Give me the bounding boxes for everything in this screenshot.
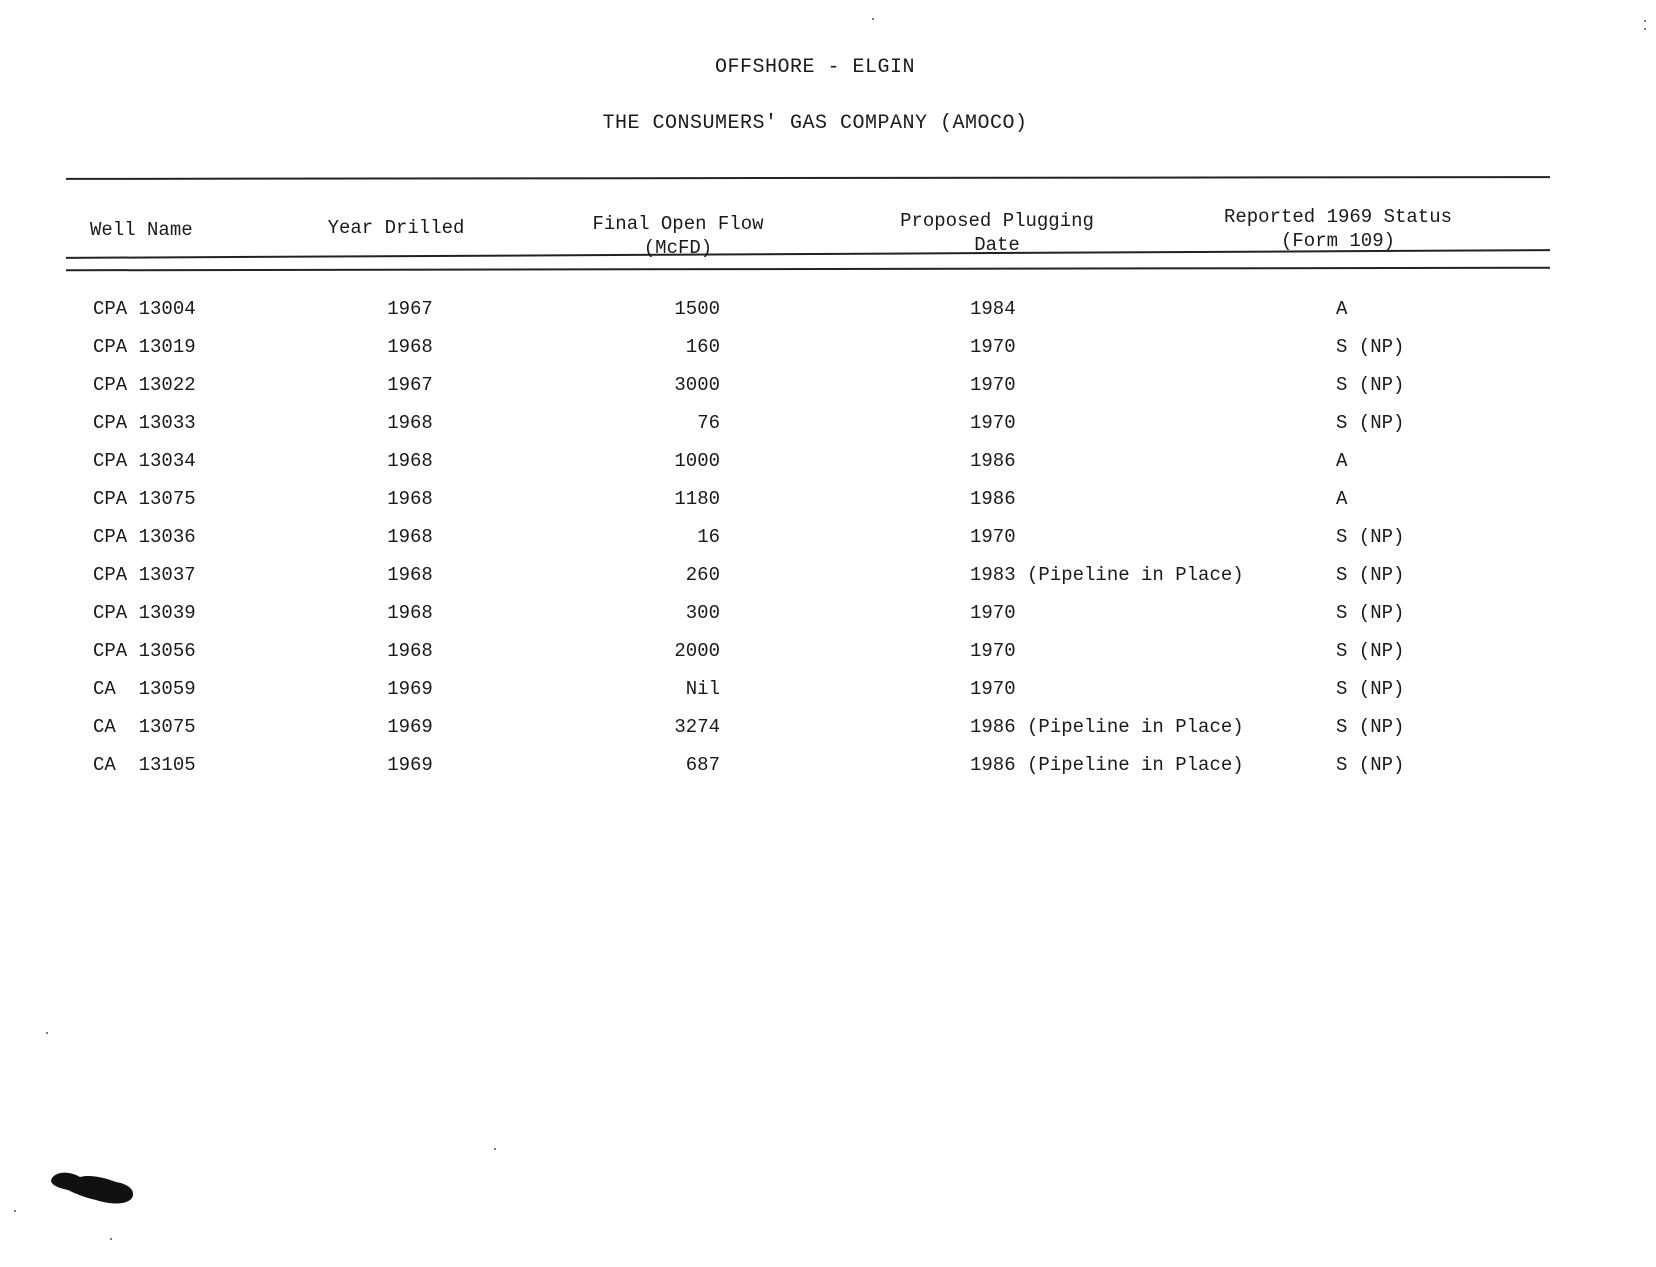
final-open-flow-cell: 1500 <box>674 298 720 320</box>
plugging-date-cell: 1986 <box>970 450 1016 472</box>
status-cell: S (NP) <box>1336 526 1405 548</box>
table-row <box>0 602 1656 632</box>
final-open-flow-cell: 16 <box>697 526 720 548</box>
status-cell: A <box>1336 450 1348 472</box>
plugging-date-cell: 1970 <box>970 602 1016 624</box>
header-line: Reported 1969 Status <box>1223 206 1453 228</box>
header-line: Final Open Flow <box>592 213 764 235</box>
table-row <box>0 754 1656 784</box>
table-row <box>0 298 1656 328</box>
paper-speck <box>494 1148 496 1150</box>
header-well-name <box>90 218 193 242</box>
header-line: Year Drilled <box>327 217 465 239</box>
year-drilled-cell: 1969 <box>387 754 433 776</box>
well-name-cell: CPA 13034 <box>93 450 196 472</box>
paper-speck <box>14 1210 16 1212</box>
header-year-drilled <box>316 216 476 240</box>
final-open-flow-cell: Nil <box>685 678 720 700</box>
final-open-flow-cell: 3274 <box>674 716 720 738</box>
year-drilled-cell: 1968 <box>387 336 433 358</box>
header-line: Well Name <box>90 219 193 241</box>
status-cell: S (NP) <box>1336 754 1405 776</box>
table-row <box>0 564 1656 594</box>
plugging-date-cell: 1986 <box>970 488 1016 510</box>
year-drilled-cell: 1968 <box>387 602 433 624</box>
year-drilled-cell: 1968 <box>387 564 433 586</box>
table-row <box>0 488 1656 518</box>
paper-speck <box>872 18 874 20</box>
plugging-date-cell: 1970 <box>970 336 1016 358</box>
paper-speck <box>1644 20 1646 22</box>
header-line: Proposed Plugging <box>900 210 1094 232</box>
well-name-cell: CPA 13075 <box>93 488 196 510</box>
plugging-date-cell: 1986 (Pipeline in Place) <box>970 754 1244 776</box>
year-drilled-cell: 1969 <box>387 678 433 700</box>
status-cell: S (NP) <box>1336 716 1405 738</box>
status-cell: S (NP) <box>1336 336 1405 358</box>
plugging-date-cell: 1970 <box>970 374 1016 396</box>
body-top-rule <box>66 267 1550 272</box>
page-subtitle: THE CONSUMERS' GAS COMPANY (AMOCO) <box>602 112 1028 135</box>
final-open-flow-cell: 300 <box>685 602 720 624</box>
well-name-cell: CA 13075 <box>93 716 196 738</box>
status-cell: S (NP) <box>1336 374 1405 396</box>
header-line: (McFD) <box>643 237 713 259</box>
table-row <box>0 336 1656 366</box>
year-drilled-cell: 1969 <box>387 716 433 738</box>
table-row <box>0 450 1656 480</box>
header-line: (Form 109) <box>1280 230 1396 252</box>
plugging-date-cell: 1983 (Pipeline in Place) <box>970 564 1244 586</box>
table-row <box>0 716 1656 746</box>
well-name-cell: CPA 13056 <box>93 640 196 662</box>
table-row <box>0 412 1656 442</box>
well-name-cell: CPA 13037 <box>93 564 196 586</box>
year-drilled-cell: 1968 <box>387 488 433 510</box>
plugging-date-cell: 1970 <box>970 412 1016 434</box>
well-name-cell: CPA 13033 <box>93 412 196 434</box>
year-drilled-cell: 1968 <box>387 526 433 548</box>
paper-speck <box>110 1238 112 1240</box>
table-row <box>0 526 1656 556</box>
final-open-flow-cell: 687 <box>685 754 720 776</box>
final-open-flow-cell: 1000 <box>674 450 720 472</box>
final-open-flow-cell: 260 <box>685 564 720 586</box>
status-cell: S (NP) <box>1336 602 1405 624</box>
table-top-rule <box>66 176 1550 180</box>
header-line: Date <box>974 234 1020 256</box>
table-row <box>0 640 1656 670</box>
year-drilled-cell: 1967 <box>387 374 433 396</box>
paper-speck <box>1644 28 1646 30</box>
year-drilled-cell: 1967 <box>387 298 433 320</box>
header-reported-status <box>1208 205 1468 253</box>
plugging-date-cell: 1970 <box>970 640 1016 662</box>
final-open-flow-cell: 1180 <box>674 488 720 510</box>
well-name-cell: CPA 13036 <box>93 526 196 548</box>
status-cell: S (NP) <box>1336 678 1405 700</box>
year-drilled-cell: 1968 <box>387 450 433 472</box>
ink-smudge <box>50 1168 136 1206</box>
plugging-date-cell: 1986 (Pipeline in Place) <box>970 716 1244 738</box>
status-cell: S (NP) <box>1336 412 1405 434</box>
header-final-open-flow <box>578 212 778 260</box>
well-name-cell: CPA 13019 <box>93 336 196 358</box>
well-name-cell: CA 13105 <box>93 754 196 776</box>
plugging-date-cell: 1970 <box>970 678 1016 700</box>
well-name-cell: CPA 13004 <box>93 298 196 320</box>
year-drilled-cell: 1968 <box>387 412 433 434</box>
final-open-flow-cell: 160 <box>685 336 720 358</box>
table-row <box>0 678 1656 708</box>
plugging-date-cell: 1984 <box>970 298 1016 320</box>
paper-speck <box>46 1032 48 1034</box>
status-cell: A <box>1336 298 1348 320</box>
final-open-flow-cell: 76 <box>697 412 720 434</box>
final-open-flow-cell: 3000 <box>674 374 720 396</box>
plugging-date-cell: 1970 <box>970 526 1016 548</box>
final-open-flow-cell: 2000 <box>674 640 720 662</box>
status-cell: S (NP) <box>1336 640 1405 662</box>
status-cell: A <box>1336 488 1348 510</box>
header-proposed-plugging-date <box>882 209 1112 257</box>
table-row <box>0 374 1656 404</box>
year-drilled-cell: 1968 <box>387 640 433 662</box>
well-name-cell: CPA 13022 <box>93 374 196 396</box>
well-name-cell: CPA 13039 <box>93 602 196 624</box>
well-name-cell: CA 13059 <box>93 678 196 700</box>
page-title: OFFSHORE - ELGIN <box>714 56 916 79</box>
status-cell: S (NP) <box>1336 564 1405 586</box>
